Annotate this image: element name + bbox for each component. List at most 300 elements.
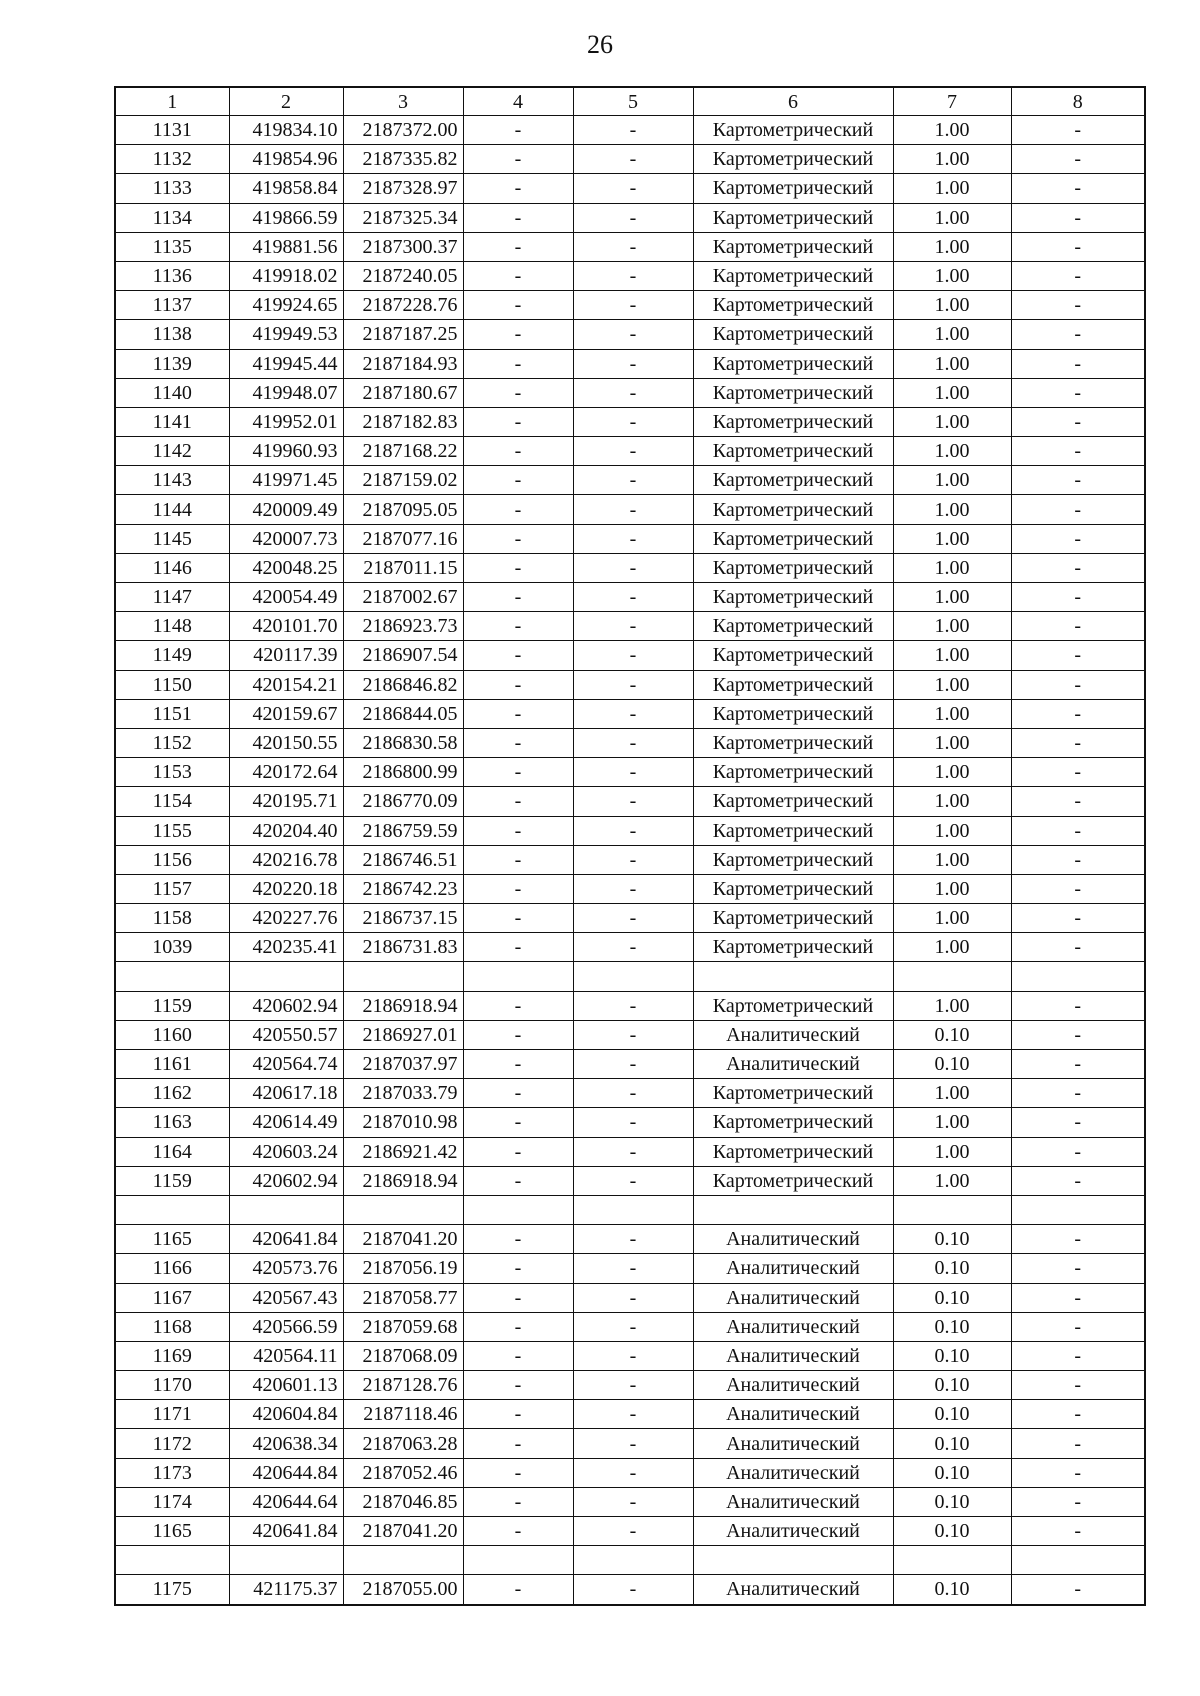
cell-x-coordinate: 420641.84 (229, 1225, 343, 1254)
cell-x-coordinate: 419854.96 (229, 145, 343, 174)
cell-point-number: 1143 (115, 466, 229, 495)
cell-y-coordinate: 2187010.98 (343, 1108, 463, 1137)
cell-point-number: 1175 (115, 1575, 229, 1605)
cell-accuracy: 0.10 (893, 1341, 1011, 1370)
cell-x-coordinate: 420573.76 (229, 1254, 343, 1283)
table-row (115, 1400, 1145, 1429)
cell-accuracy: 0.10 (893, 1458, 1011, 1487)
cell-accuracy: 1.00 (893, 583, 1011, 612)
cell-col-4: - (463, 612, 573, 641)
cell-y-coordinate: 2186846.82 (343, 670, 463, 699)
cell-point-number: 1135 (115, 232, 229, 261)
cell-accuracy: 0.10 (893, 1487, 1011, 1516)
cell-col-8: - (1011, 728, 1145, 757)
cell-accuracy: 1.00 (893, 203, 1011, 232)
cell-method: Картометрический (693, 933, 893, 962)
cell-y-coordinate: 2187128.76 (343, 1371, 463, 1400)
cell-col-5: - (573, 699, 693, 728)
cell-y-coordinate: 2186759.59 (343, 816, 463, 845)
cell-method: Аналитический (693, 1371, 893, 1400)
cell-col-8: - (1011, 378, 1145, 407)
cell-accuracy: 1.00 (893, 670, 1011, 699)
cell-x-coordinate (229, 962, 343, 991)
cell-y-coordinate: 2186918.94 (343, 991, 463, 1020)
cell-point-number: 1148 (115, 612, 229, 641)
cell-method: Картометрический (693, 407, 893, 436)
column-header-7: 7 (893, 87, 1011, 116)
cell-y-coordinate: 2187056.19 (343, 1254, 463, 1283)
cell-col-4: - (463, 991, 573, 1020)
cell-y-coordinate: 2187059.68 (343, 1312, 463, 1341)
cell-x-coordinate: 419866.59 (229, 203, 343, 232)
table-row (115, 1195, 1145, 1224)
cell-method: Картометрический (693, 553, 893, 582)
cell-col-5: - (573, 1575, 693, 1605)
cell-point-number: 1154 (115, 787, 229, 816)
table-row (115, 174, 1145, 203)
cell-col-8: - (1011, 1517, 1145, 1546)
cell-method: Картометрический (693, 320, 893, 349)
cell-point-number: 1149 (115, 641, 229, 670)
cell-point-number: 1146 (115, 553, 229, 582)
cell-accuracy: 1.00 (893, 816, 1011, 845)
cell-y-coordinate: 2186927.01 (343, 1020, 463, 1049)
cell-accuracy: 1.00 (893, 641, 1011, 670)
cell-col-5: - (573, 1371, 693, 1400)
cell-col-5: - (573, 816, 693, 845)
cell-col-4: - (463, 261, 573, 290)
cell-accuracy: 1.00 (893, 1108, 1011, 1137)
cell-method: Аналитический (693, 1225, 893, 1254)
cell-col-8: - (1011, 991, 1145, 1020)
cell-col-8: - (1011, 1050, 1145, 1079)
cell-y-coordinate: 2187118.46 (343, 1400, 463, 1429)
cell-col-5: - (573, 232, 693, 261)
cell-y-coordinate: 2186830.58 (343, 728, 463, 757)
table-row (115, 583, 1145, 612)
cell-method: Картометрический (693, 1166, 893, 1195)
cell-accuracy: 1.00 (893, 174, 1011, 203)
cell-col-8: - (1011, 320, 1145, 349)
cell-accuracy: 1.00 (893, 1166, 1011, 1195)
cell-method: Картометрический (693, 291, 893, 320)
cell-col-8: - (1011, 816, 1145, 845)
cell-point-number: 1164 (115, 1137, 229, 1166)
table-row (115, 1341, 1145, 1370)
column-header-8: 8 (1011, 87, 1145, 116)
table-row (115, 1517, 1145, 1546)
cell-y-coordinate: 2187187.25 (343, 320, 463, 349)
cell-accuracy: 1.00 (893, 495, 1011, 524)
cell-col-5: - (573, 291, 693, 320)
cell-point-number: 1157 (115, 874, 229, 903)
cell-col-8 (1011, 1195, 1145, 1224)
cell-x-coordinate (229, 1195, 343, 1224)
cell-x-coordinate: 420567.43 (229, 1283, 343, 1312)
cell-col-5: - (573, 728, 693, 757)
cell-method: Картометрический (693, 203, 893, 232)
cell-method: Картометрический (693, 612, 893, 641)
cell-col-5: - (573, 1079, 693, 1108)
cell-col-4: - (463, 437, 573, 466)
cell-x-coordinate: 420603.24 (229, 1137, 343, 1166)
cell-accuracy: 1.00 (893, 874, 1011, 903)
cell-col-8: - (1011, 291, 1145, 320)
cell-method: Аналитический (693, 1517, 893, 1546)
cell-col-4: - (463, 1079, 573, 1108)
cell-accuracy: 0.10 (893, 1050, 1011, 1079)
cell-point-number: 1145 (115, 524, 229, 553)
cell-col-4: - (463, 466, 573, 495)
cell-x-coordinate: 419945.44 (229, 349, 343, 378)
cell-point-number: 1150 (115, 670, 229, 699)
cell-method: Картометрический (693, 437, 893, 466)
cell-point-number: 1147 (115, 583, 229, 612)
cell-col-8 (1011, 962, 1145, 991)
cell-col-5: - (573, 758, 693, 787)
cell-point-number: 1137 (115, 291, 229, 320)
cell-accuracy: 1.00 (893, 728, 1011, 757)
cell-col-8: - (1011, 1225, 1145, 1254)
cell-col-4: - (463, 1020, 573, 1049)
cell-col-8: - (1011, 1020, 1145, 1049)
cell-col-8: - (1011, 174, 1145, 203)
cell-col-4: - (463, 1371, 573, 1400)
cell-method: Картометрический (693, 670, 893, 699)
cell-point-number: 1132 (115, 145, 229, 174)
cell-col-8: - (1011, 1400, 1145, 1429)
cell-x-coordinate: 420641.84 (229, 1517, 343, 1546)
cell-method: Картометрический (693, 1108, 893, 1137)
table-row (115, 1108, 1145, 1137)
cell-col-4: - (463, 174, 573, 203)
cell-col-8: - (1011, 1312, 1145, 1341)
cell-col-5 (573, 1195, 693, 1224)
cell-method: Картометрический (693, 1079, 893, 1108)
cell-x-coordinate: 420054.49 (229, 583, 343, 612)
cell-y-coordinate: 2187095.05 (343, 495, 463, 524)
column-header-6: 6 (693, 87, 893, 116)
column-header-4: 4 (463, 87, 573, 116)
column-header-1: 1 (115, 87, 229, 116)
cell-accuracy: 1.00 (893, 612, 1011, 641)
cell-method: Картометрический (693, 904, 893, 933)
cell-x-coordinate: 420048.25 (229, 553, 343, 582)
cell-point-number: 1134 (115, 203, 229, 232)
cell-y-coordinate: 2186770.09 (343, 787, 463, 816)
cell-y-coordinate: 2187055.00 (343, 1575, 463, 1605)
cell-col-4: - (463, 203, 573, 232)
table-row (115, 962, 1145, 991)
table-row (115, 612, 1145, 641)
cell-col-4: - (463, 232, 573, 261)
table-row (115, 1546, 1145, 1575)
cell-method: Картометрический (693, 1137, 893, 1166)
cell-col-4: - (463, 1254, 573, 1283)
cell-method: Аналитический (693, 1312, 893, 1341)
table-row (115, 495, 1145, 524)
table-header-row (115, 87, 1145, 116)
cell-point-number: 1158 (115, 904, 229, 933)
cell-point-number: 1174 (115, 1487, 229, 1516)
cell-accuracy: 1.00 (893, 116, 1011, 145)
cell-col-8: - (1011, 1079, 1145, 1108)
cell-col-8: - (1011, 495, 1145, 524)
cell-col-5: - (573, 787, 693, 816)
cell-y-coordinate (343, 1195, 463, 1224)
cell-x-coordinate: 420235.41 (229, 933, 343, 962)
cell-y-coordinate: 2187041.20 (343, 1517, 463, 1546)
cell-point-number: 1142 (115, 437, 229, 466)
cell-y-coordinate: 2187002.67 (343, 583, 463, 612)
cell-point-number: 1156 (115, 845, 229, 874)
cell-y-coordinate: 2186800.99 (343, 758, 463, 787)
cell-col-8: - (1011, 1283, 1145, 1312)
cell-accuracy: 0.10 (893, 1254, 1011, 1283)
cell-point-number: 1161 (115, 1050, 229, 1079)
cell-x-coordinate: 420644.84 (229, 1458, 343, 1487)
cell-col-8: - (1011, 466, 1145, 495)
cell-accuracy: 1.00 (893, 466, 1011, 495)
cell-method: Аналитический (693, 1283, 893, 1312)
cell-y-coordinate: 2186844.05 (343, 699, 463, 728)
cell-accuracy: 0.10 (893, 1312, 1011, 1341)
cell-method: Картометрический (693, 378, 893, 407)
cell-x-coordinate: 420644.64 (229, 1487, 343, 1516)
cell-point-number: 1173 (115, 1458, 229, 1487)
table-row (115, 670, 1145, 699)
cell-x-coordinate: 420564.11 (229, 1341, 343, 1370)
cell-col-5: - (573, 1458, 693, 1487)
cell-col-5: - (573, 1283, 693, 1312)
cell-col-5: - (573, 641, 693, 670)
cell-y-coordinate: 2186918.94 (343, 1166, 463, 1195)
cell-method: Аналитический (693, 1400, 893, 1429)
cell-accuracy: 0.10 (893, 1429, 1011, 1458)
table-row (115, 1371, 1145, 1400)
cell-x-coordinate: 420009.49 (229, 495, 343, 524)
cell-accuracy: 1.00 (893, 437, 1011, 466)
cell-y-coordinate: 2186907.54 (343, 641, 463, 670)
cell-col-4: - (463, 116, 573, 145)
table-row (115, 291, 1145, 320)
cell-col-8: - (1011, 1254, 1145, 1283)
cell-method: Картометрический (693, 991, 893, 1020)
cell-col-5: - (573, 261, 693, 290)
table-row (115, 933, 1145, 962)
cell-point-number: 1136 (115, 261, 229, 290)
cell-accuracy: 1.00 (893, 553, 1011, 582)
cell-point-number: 1166 (115, 1254, 229, 1283)
cell-point-number (115, 962, 229, 991)
table-row (115, 116, 1145, 145)
table-row (115, 1429, 1145, 1458)
cell-col-5: - (573, 933, 693, 962)
cell-x-coordinate (229, 1546, 343, 1575)
cell-point-number: 1162 (115, 1079, 229, 1108)
cell-col-8: - (1011, 524, 1145, 553)
cell-col-5: - (573, 1050, 693, 1079)
cell-accuracy: 1.00 (893, 407, 1011, 436)
cell-point-number: 1131 (115, 116, 229, 145)
table-row (115, 1166, 1145, 1195)
cell-col-4: - (463, 349, 573, 378)
column-header-2: 2 (229, 87, 343, 116)
cell-col-4: - (463, 1429, 573, 1458)
cell-accuracy: 1.00 (893, 1137, 1011, 1166)
page-number: 26 (587, 30, 613, 59)
cell-method: Картометрический (693, 261, 893, 290)
cell-col-4: - (463, 1225, 573, 1254)
cell-col-5: - (573, 1108, 693, 1137)
cell-accuracy: 0.10 (893, 1517, 1011, 1546)
cell-col-5: - (573, 583, 693, 612)
cell-col-4: - (463, 758, 573, 787)
cell-y-coordinate: 2186731.83 (343, 933, 463, 962)
cell-col-4: - (463, 553, 573, 582)
table-row (115, 1050, 1145, 1079)
cell-point-number: 1140 (115, 378, 229, 407)
cell-accuracy: 0.10 (893, 1020, 1011, 1049)
cell-method: Картометрический (693, 116, 893, 145)
cell-col-4: - (463, 904, 573, 933)
cell-x-coordinate: 419858.84 (229, 174, 343, 203)
cell-point-number: 1133 (115, 174, 229, 203)
cell-point-number: 1039 (115, 933, 229, 962)
cell-x-coordinate: 419881.56 (229, 232, 343, 261)
cell-col-8: - (1011, 845, 1145, 874)
cell-col-8: - (1011, 1166, 1145, 1195)
table-row (115, 699, 1145, 728)
table-row (115, 845, 1145, 874)
cell-x-coordinate: 419924.65 (229, 291, 343, 320)
cell-x-coordinate: 420614.49 (229, 1108, 343, 1137)
cell-col-4: - (463, 1517, 573, 1546)
cell-x-coordinate: 420204.40 (229, 816, 343, 845)
table-row (115, 524, 1145, 553)
cell-col-4: - (463, 670, 573, 699)
cell-accuracy: 0.10 (893, 1371, 1011, 1400)
cell-col-8: - (1011, 116, 1145, 145)
cell-accuracy: 1.00 (893, 845, 1011, 874)
cell-col-5: - (573, 116, 693, 145)
cell-col-8: - (1011, 232, 1145, 261)
cell-point-number: 1168 (115, 1312, 229, 1341)
cell-col-5: - (573, 174, 693, 203)
cell-x-coordinate: 420007.73 (229, 524, 343, 553)
cell-x-coordinate: 419949.53 (229, 320, 343, 349)
cell-col-4: - (463, 1137, 573, 1166)
cell-y-coordinate: 2187335.82 (343, 145, 463, 174)
cell-col-8: - (1011, 787, 1145, 816)
cell-col-5: - (573, 1400, 693, 1429)
cell-x-coordinate: 419960.93 (229, 437, 343, 466)
cell-col-5: - (573, 466, 693, 495)
cell-method: Картометрический (693, 787, 893, 816)
cell-col-4: - (463, 1283, 573, 1312)
cell-col-8: - (1011, 612, 1145, 641)
table-row (115, 874, 1145, 903)
cell-y-coordinate: 2187037.97 (343, 1050, 463, 1079)
cell-x-coordinate: 420227.76 (229, 904, 343, 933)
cell-point-number: 1159 (115, 991, 229, 1020)
cell-col-5: - (573, 145, 693, 174)
cell-method: Картометрический (693, 524, 893, 553)
cell-x-coordinate: 420566.59 (229, 1312, 343, 1341)
cell-method: Аналитический (693, 1575, 893, 1605)
cell-col-4 (463, 1195, 573, 1224)
table-row (115, 728, 1145, 757)
cell-accuracy: 0.10 (893, 1575, 1011, 1605)
cell-y-coordinate: 2187063.28 (343, 1429, 463, 1458)
table-row (115, 203, 1145, 232)
table-row (115, 991, 1145, 1020)
cell-accuracy: 1.00 (893, 699, 1011, 728)
cell-accuracy: 1.00 (893, 349, 1011, 378)
column-header-5: 5 (573, 87, 693, 116)
table-row (115, 407, 1145, 436)
cell-method (693, 1195, 893, 1224)
cell-col-5: - (573, 670, 693, 699)
cell-x-coordinate: 420154.21 (229, 670, 343, 699)
cell-method: Картометрический (693, 466, 893, 495)
cell-y-coordinate: 2187180.67 (343, 378, 463, 407)
cell-method: Картометрический (693, 728, 893, 757)
cell-x-coordinate: 419952.01 (229, 407, 343, 436)
cell-x-coordinate: 420601.13 (229, 1371, 343, 1400)
cell-col-5: - (573, 1137, 693, 1166)
cell-col-8: - (1011, 1371, 1145, 1400)
cell-y-coordinate (343, 1546, 463, 1575)
cell-y-coordinate: 2187041.20 (343, 1225, 463, 1254)
cell-y-coordinate: 2187240.05 (343, 261, 463, 290)
cell-col-5: - (573, 1225, 693, 1254)
cell-method: Картометрический (693, 232, 893, 261)
cell-y-coordinate: 2186737.15 (343, 904, 463, 933)
cell-y-coordinate: 2187300.37 (343, 232, 463, 261)
cell-point-number: 1139 (115, 349, 229, 378)
cell-y-coordinate: 2187372.00 (343, 116, 463, 145)
cell-col-5: - (573, 437, 693, 466)
cell-x-coordinate: 420638.34 (229, 1429, 343, 1458)
cell-y-coordinate (343, 962, 463, 991)
cell-col-4: - (463, 1341, 573, 1370)
cell-point-number (115, 1546, 229, 1575)
cell-point-number: 1171 (115, 1400, 229, 1429)
cell-y-coordinate: 2187068.09 (343, 1341, 463, 1370)
table-row (115, 437, 1145, 466)
cell-col-8: - (1011, 1108, 1145, 1137)
cell-method: Картометрический (693, 495, 893, 524)
cell-method: Аналитический (693, 1020, 893, 1049)
cell-accuracy: 1.00 (893, 904, 1011, 933)
cell-col-5: - (573, 1254, 693, 1283)
table-row (115, 466, 1145, 495)
cell-col-4: - (463, 378, 573, 407)
cell-col-8: - (1011, 261, 1145, 290)
cell-method: Картометрический (693, 145, 893, 174)
cell-col-8: - (1011, 437, 1145, 466)
cell-col-5: - (573, 524, 693, 553)
cell-col-4: - (463, 1312, 573, 1341)
cell-col-5: - (573, 612, 693, 641)
column-header-3: 3 (343, 87, 463, 116)
cell-col-5: - (573, 1166, 693, 1195)
cell-accuracy (893, 962, 1011, 991)
cell-method: Картометрический (693, 699, 893, 728)
cell-x-coordinate: 420101.70 (229, 612, 343, 641)
cell-col-8: - (1011, 670, 1145, 699)
